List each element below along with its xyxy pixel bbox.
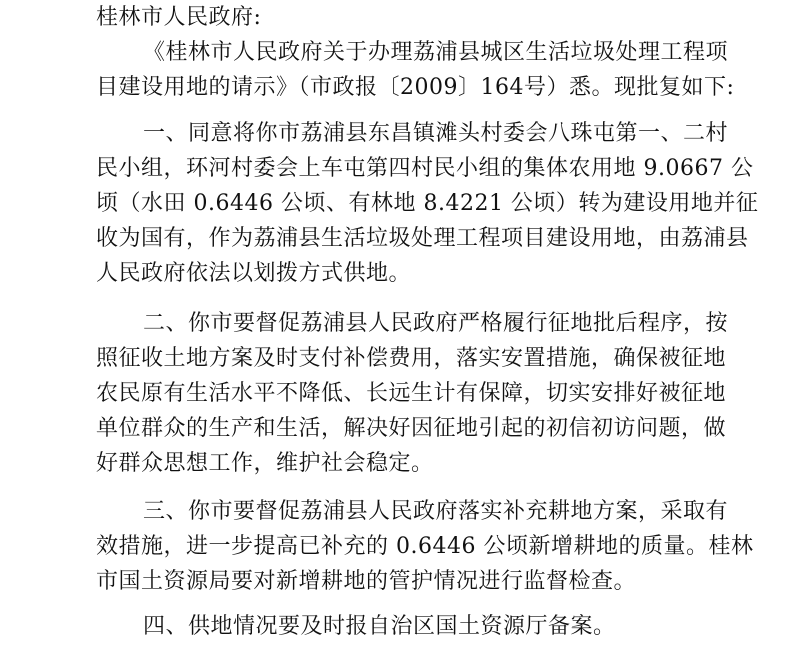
paragraph-request-line-2: 目建设用地的请示》（市政报〔2009〕164号）悉。现批复如下: [96, 75, 735, 100]
paragraph-request-line-1: 《桂林市人民政府关于办理荔浦县城区生活垃圾处理工程项 [143, 40, 729, 65]
paragraph-item-1-line-2: 民小组，环河村委会上车屯第四村民小组的集体农用地 9.0667 公 [96, 156, 754, 181]
paragraph-item-1-line-5: 人民政府依法以划拨方式供地。 [96, 261, 412, 286]
paragraph-item-1-line-1: 一、同意将你市荔浦县东昌镇滩头村委会八珠屯第一、二村 [143, 121, 729, 146]
salutation: 桂林市人民政府: [96, 5, 262, 30]
paragraph-item-2-line-2: 照征收土地方案及时支付补偿费用，落实安置措施，确保被征地 [96, 346, 727, 371]
paragraph-item-2-line-3: 农民原有生活水平不降低、长远生计有保障，切实安排好被征地 [96, 381, 727, 406]
paragraph-item-1-line-3: 顷（水田 0.6446 公顷、有林地 8.4221 公顷）转为建设用地并征 [96, 191, 759, 216]
paragraph-item-2-line-1: 二、你市要督促荔浦县人民政府严格履行征地批后程序，按 [143, 311, 729, 336]
paragraph-item-2-line-5: 好群众思想工作，维护社会稳定。 [96, 451, 434, 476]
paragraph-item-3-line-1: 三、你市要督促荔浦县人民政府落实补充耕地方案，采取有 [143, 499, 729, 524]
paragraph-item-4-line-1: 四、供地情况要及时报自治区国土资源厅备案。 [143, 614, 616, 639]
paragraph-item-1-line-4: 收为国有，作为荔浦县生活垃圾处理工程项目建设用地，由荔浦县 [96, 226, 749, 251]
paragraph-item-3-line-3: 市国土资源局要对新增耕地的管护情况进行监督检查。 [96, 569, 637, 594]
paragraph-item-3-line-2: 效措施，进一步提高已补充的 0.6446 公顷新增耕地的质量。桂林 [96, 534, 754, 559]
paragraph-item-2-line-4: 单位群众的生产和生活，解决好因征地引起的初信初访问题，做 [96, 416, 727, 441]
